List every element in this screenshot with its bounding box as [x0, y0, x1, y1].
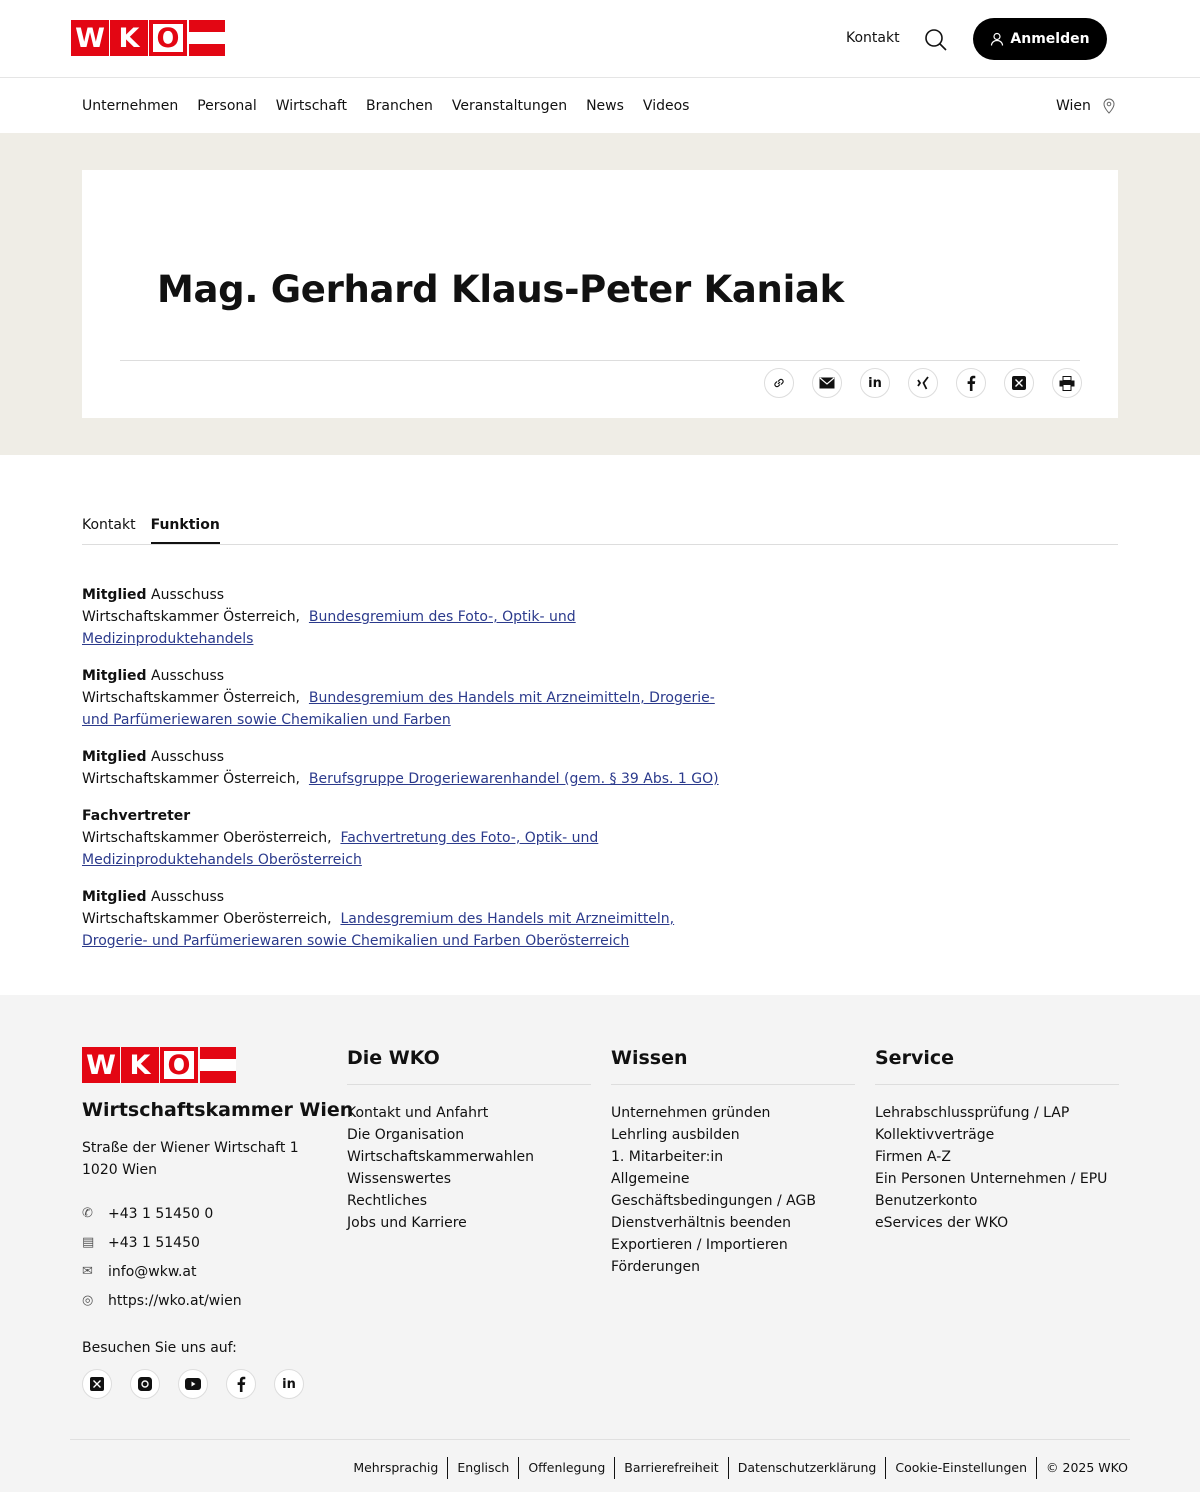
footer-link[interactable]: Ein Personen Unternehmen / EPU	[875, 1171, 1108, 1187]
logo-letter-o: O	[149, 20, 187, 56]
function-role-suffix: Ausschuss	[146, 587, 225, 603]
nav-item-wirtschaft[interactable]: Wirtschaft	[275, 98, 348, 114]
divider	[70, 1439, 1130, 1440]
function-link[interactable]: Landesgremium des Handels mit Arzneimitteln, Drogerie- und Parfümeriewaren sowie Chemikalien und Farben Oberösterreich	[82, 911, 675, 949]
nav-item-personal[interactable]: Personal	[197, 98, 257, 114]
instagram-icon[interactable]	[130, 1369, 160, 1399]
footer-link[interactable]: Allgemeine Geschäftsbedingungen / AGB	[611, 1171, 816, 1209]
contact-email[interactable]	[82, 1257, 242, 1286]
footer-address	[82, 1137, 299, 1181]
legal-links	[344, 1457, 1128, 1479]
header-kontakt-link[interactable]: Kontakt	[846, 30, 900, 46]
legal-link-datenschutz[interactable]: Datenschutzerklärung	[728, 1457, 886, 1479]
function-org: Wirtschaftskammer Oberösterreich,	[82, 830, 332, 846]
visit-label: Besuchen Sie uns auf:	[82, 1340, 237, 1356]
nav-item-videos[interactable]: Videos	[642, 98, 690, 114]
function-org: Wirtschaftskammer Oberösterreich,	[82, 911, 332, 927]
footer-column-wissen	[611, 1047, 855, 1278]
x-icon[interactable]	[1004, 368, 1034, 398]
hero-card	[82, 170, 1118, 418]
footer-link[interactable]: Jobs und Karriere	[347, 1215, 467, 1231]
legal-link-offenlegung[interactable]: Offenlegung	[518, 1457, 614, 1479]
legal-link-mehrsprachig[interactable]: Mehrsprachig	[353, 1460, 439, 1475]
function-role: Mitglied	[82, 668, 147, 684]
function-role: Mitglied	[82, 889, 147, 905]
logo-letter-k: K	[110, 20, 148, 56]
hero-section	[0, 133, 1200, 455]
footer-link[interactable]: Die Organisation	[347, 1127, 465, 1143]
share-bar	[764, 368, 1082, 398]
footer-column-service	[875, 1047, 1119, 1234]
footer-link[interactable]: Kontakt und Anfahrt	[347, 1105, 489, 1121]
nav-item-news[interactable]: News	[586, 98, 624, 114]
contact-phone[interactable]	[82, 1199, 242, 1228]
tab-bar	[82, 517, 1118, 545]
x-icon[interactable]	[82, 1369, 112, 1399]
nav-item-branchen[interactable]: Branchen	[366, 98, 433, 114]
logo-letter-w: W	[71, 20, 109, 56]
function-item	[82, 584, 742, 650]
function-org: Wirtschaftskammer Österreich,	[82, 609, 301, 625]
footer	[0, 995, 1200, 1492]
footer-link[interactable]: Wissenswertes	[347, 1171, 452, 1187]
function-item	[82, 805, 742, 871]
footer-link[interactable]: Dienstverhältnis beenden	[611, 1215, 792, 1231]
function-link[interactable]: Bundesgremium des Handels mit Arzneimitteln, Drogerie- und Parfümeriewaren sowie Chemikalien und Farben	[82, 690, 715, 728]
footer-link[interactable]: Lehrabschlussprüfung / LAP	[875, 1105, 1070, 1121]
contact-fax	[82, 1228, 242, 1257]
function-role: Mitglied	[82, 749, 147, 765]
address-line: Straße der Wiener Wirtschaft 1	[82, 1140, 299, 1156]
function-role-suffix: Ausschuss	[146, 668, 225, 684]
linkedin-icon[interactable]: in	[274, 1369, 304, 1399]
youtube-icon[interactable]	[178, 1369, 208, 1399]
function-link[interactable]: Bundesgremium des Foto-, Optik- und Medizinproduktehandels	[82, 609, 576, 647]
user-icon	[990, 32, 1004, 46]
footer-contacts	[82, 1199, 242, 1315]
copyright: © 2025 WKO	[1036, 1457, 1128, 1479]
footer-link[interactable]: Lehrling ausbilden	[611, 1127, 740, 1143]
logo-letter-w: W	[82, 1047, 120, 1083]
fax-icon: ▤	[82, 1235, 95, 1250]
address-line: 1020 Wien	[82, 1162, 157, 1178]
function-item	[82, 665, 742, 731]
social-links	[82, 1369, 304, 1399]
linkedin-icon[interactable]: in	[860, 368, 890, 398]
divider	[120, 360, 1080, 361]
phone-icon: ✆	[82, 1206, 93, 1221]
logo-letter-k: K	[121, 1047, 159, 1083]
function-role: Mitglied	[82, 587, 147, 603]
function-item	[82, 886, 742, 952]
tab-funktion[interactable]: Funktion	[151, 517, 220, 544]
function-role-suffix: Ausschuss	[146, 889, 225, 905]
function-item	[82, 746, 742, 790]
region-label: Wien	[1056, 98, 1091, 114]
nav-item-veranstaltungen[interactable]: Veranstaltungen	[451, 98, 568, 114]
login-button[interactable]	[973, 18, 1107, 60]
footer-link[interactable]: Benutzerkonto	[875, 1193, 978, 1209]
function-link[interactable]: Berufsgruppe Drogeriewarenhandel (gem. § 39 Abs. 1 GO)	[308, 771, 719, 787]
page-title: Mag. Gerhard Klaus-Peter Kaniak	[157, 268, 844, 311]
footer-link[interactable]: Unternehmen gründen	[611, 1105, 771, 1121]
footer-link[interactable]: Förderungen	[611, 1259, 701, 1275]
austria-flag-icon	[189, 20, 225, 56]
tab-kontakt[interactable]: Kontakt	[82, 517, 136, 533]
function-org: Wirtschaftskammer Österreich,	[82, 771, 301, 787]
footer-column-title: Wissen	[611, 1047, 855, 1085]
link-icon[interactable]	[764, 368, 794, 398]
footer-wko-logo[interactable]	[82, 1047, 236, 1083]
legal-link-englisch[interactable]: Englisch	[447, 1457, 518, 1479]
login-label: Anmelden	[1010, 31, 1090, 47]
footer-column-title: Die WKO	[347, 1047, 591, 1085]
legal-link-cookies[interactable]: Cookie-Einstellungen	[885, 1457, 1036, 1479]
print-icon[interactable]	[1052, 368, 1082, 398]
function-list	[82, 584, 742, 967]
location-pin-icon	[1103, 98, 1115, 114]
footer-link[interactable]: Kollektivverträge	[875, 1127, 995, 1143]
region-selector[interactable]	[1056, 98, 1115, 114]
function-org: Wirtschaftskammer Österreich,	[82, 690, 301, 706]
main-navigation	[0, 78, 1200, 133]
footer-link[interactable]: Rechtliches	[347, 1193, 428, 1209]
fax-value: +43 1 51450	[108, 1234, 200, 1251]
mail-icon[interactable]	[812, 368, 842, 398]
footer-column-title: Service	[875, 1047, 1119, 1085]
legal-link-barrierefreiheit[interactable]: Barrierefreiheit	[614, 1457, 727, 1479]
xing-icon[interactable]	[908, 368, 938, 398]
function-link[interactable]: Fachvertretung des Foto-, Optik- und Medizinproduktehandels Oberösterreich	[82, 830, 599, 868]
phone-value: +43 1 51450 0	[108, 1205, 214, 1222]
nav-item-unternehmen[interactable]: Unternehmen	[82, 98, 179, 114]
facebook-icon[interactable]	[226, 1369, 256, 1399]
contact-web[interactable]	[82, 1286, 242, 1315]
footer-link[interactable]: Firmen A-Z	[875, 1149, 951, 1165]
top-bar	[0, 0, 1200, 78]
globe-icon: ◎	[82, 1293, 94, 1308]
function-role-suffix: Ausschuss	[146, 749, 225, 765]
web-value: https://wko.at/wien	[108, 1292, 242, 1309]
logo-letter-o: O	[160, 1047, 198, 1083]
footer-link[interactable]: Wirtschaftskammerwahlen	[347, 1149, 534, 1165]
wko-logo[interactable]	[71, 20, 225, 56]
email-value: info@wkw.at	[108, 1263, 197, 1280]
mail-icon: ✉	[82, 1264, 93, 1279]
function-role: Fachvertreter	[82, 808, 191, 824]
search-icon[interactable]	[924, 28, 948, 52]
footer-link[interactable]: Exportieren / Importieren	[611, 1237, 788, 1253]
footer-org-name: Wirtschaftskammer Wien	[82, 1099, 354, 1121]
footer-column-die-wko	[347, 1047, 591, 1234]
footer-link[interactable]: eServices der WKO	[875, 1215, 1009, 1231]
austria-flag-icon	[200, 1047, 236, 1083]
facebook-icon[interactable]	[956, 368, 986, 398]
footer-link[interactable]: 1. Mitarbeiter:in	[611, 1149, 724, 1165]
